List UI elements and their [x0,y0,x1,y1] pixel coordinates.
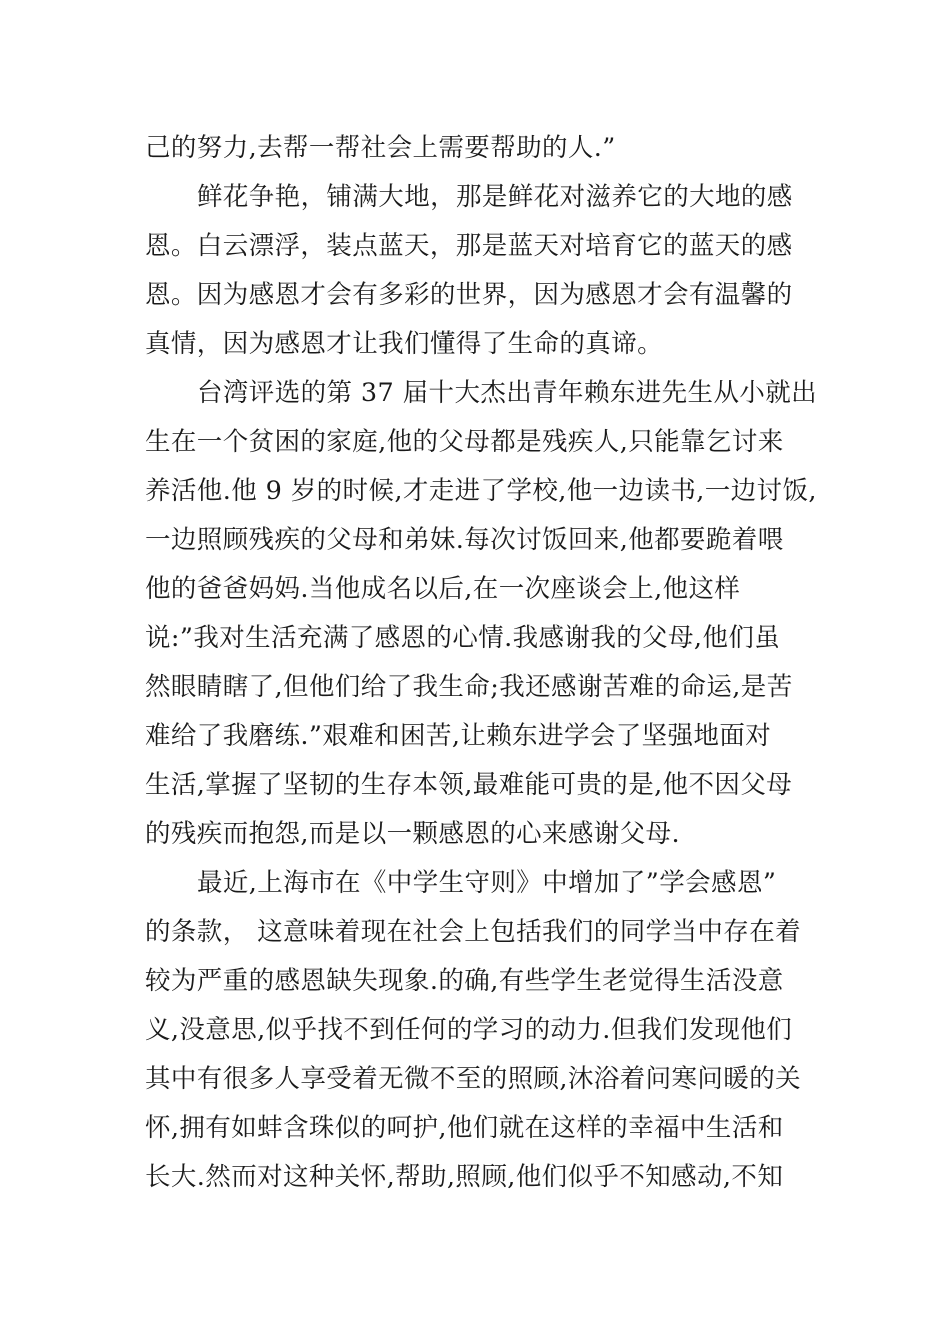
text-line: 的条款， 这意味着现在社会上包括我们的同学当中存在着 [145,917,802,947]
text-line: 生在一个贫困的家庭,他的父母都是残疾人,只能靠乞讨来 [145,427,784,457]
text-line: 恩。白云漂浮，装点蓝天，那是蓝天对培育它的蓝天的感 [145,231,793,261]
text-line: 养活他.他 9 岁的时候,才走进了学校,他一边读书,一边讨饭, [145,476,817,506]
text-line: 长大.然而对这种关怀,帮助,照顾,他们似乎不知感动,不知 [145,1162,784,1192]
text-line: 难给了我磨练.”艰难和困苦,让赖东进学会了坚强地面对 [145,721,772,751]
text-line: 鲜花争艳，铺满大地，那是鲜花对滋养它的大地的感 [197,182,793,212]
document-body [145,124,818,1202]
text-line: 最近,上海市在《中学生守则》中增加了”学会感恩” [197,868,777,898]
text-line: 说:”我对生活充满了感恩的心情.我感谢我的父母,他们虽 [145,623,781,653]
text-line: 然眼睛瞎了,但他们给了我生命;我还感谢苦难的命运,是苦 [145,672,793,702]
text-line: 怀,拥有如蚌含珠似的呵护,他们就在这样的幸福中生活和 [145,1113,784,1143]
text-line: 恩。因为感恩才会有多彩的世界，因为感恩才会有温馨的 [145,280,793,310]
text-line: 他的爸爸妈妈.当他成名以后,在一次座谈会上,他这样 [145,574,741,604]
text-line: 一边照顾残疾的父母和弟妹.每次讨饭回来,他都要跪着喂 [145,525,784,555]
text-line: 义,没意思,似乎找不到任何的学习的动力.但我们发现他们 [145,1015,793,1045]
text-line: 其中有很多人享受着无微不至的照顾,沐浴着问寒问暖的关 [145,1064,802,1094]
text-line: 生活,掌握了坚韧的生存本领,最难能可贵的是,他不因父母 [145,770,793,800]
text-line: 己的努力,去帮一帮社会上需要帮助的人.” [145,133,616,163]
text-line: 的残疾而抱怨,而是以一颗感恩的心来感谢父母. [145,819,681,849]
text-line: 台湾评选的第 37 届十大杰出青年赖东进先生从小就出 [197,378,818,408]
text-line: 较为严重的感恩缺失现象.的确,有些学生老觉得生活没意 [145,966,784,996]
text-line: 真情，因为感恩才让我们懂得了生命的真谛。 [145,329,664,359]
